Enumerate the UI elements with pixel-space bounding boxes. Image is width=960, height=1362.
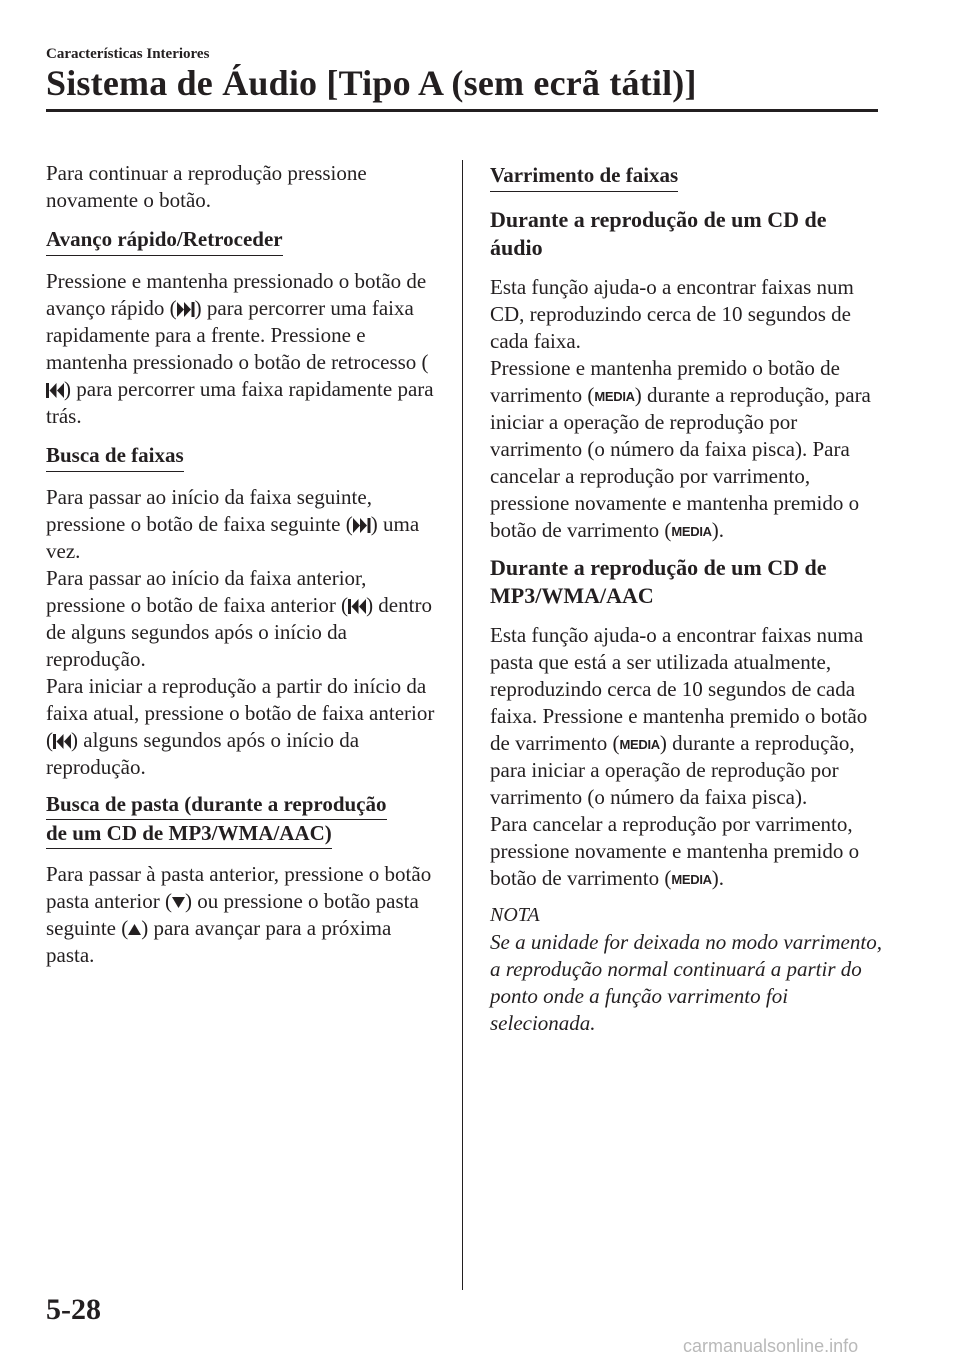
media-button-icon: MEDIA xyxy=(671,872,712,887)
column-divider xyxy=(462,160,463,1290)
track-restart-paragraph: Para iniciar a reprodução a partir do início da faixa atual, pressione o botão de faixa anterior ( ) alguns segundos após o início da reprodução. xyxy=(46,674,435,779)
mp3-cancel-paragraph: Para cancelar a reprodução por varrimento, pressione novamente e mantenha premido o botão de varrimento (MEDIA). xyxy=(490,812,860,890)
scan-heading: Varrimento de faixas xyxy=(490,162,678,192)
media-button-icon: MEDIA xyxy=(619,737,660,752)
mp3-heading: Durante a reprodução de um CD de MP3/WMA/AAC xyxy=(490,555,827,608)
track-search-heading: Busca de faixas xyxy=(46,442,184,472)
fast-forward-paragraph: Pressione e mantenha pressionado o botão de avanço rápido ( ) para percorrer uma faixa rapidamente para a frente. Pressione e mantenha pressionado o botão de retrocesso () para percorrer uma faixa rapidamente para trás. xyxy=(46,269,434,428)
fast-forward-heading: Avanço rápido/Retroceder xyxy=(46,226,283,256)
watermark: carmanualsonline.info xyxy=(683,1336,859,1356)
note-text: Se a unidade for deixada no modo varrimento, a reprodução normal continuará a partir do ponto onde a função varrimento foi selecionada. xyxy=(490,930,882,1035)
intro-paragraph: Para continuar a reprodução pressione novamente o botão. xyxy=(46,161,367,212)
right-column xyxy=(490,160,882,1037)
page-number: 5-28 xyxy=(46,1293,101,1326)
cd-intro-paragraph: Esta função ajuda-o a encontrar faixas num CD, reproduzindo cerca de 10 segundos de cada faixa. xyxy=(490,275,854,353)
header-rule xyxy=(46,109,878,112)
cd-audio-heading: Durante a reprodução de um CD de áudio xyxy=(490,207,827,260)
mp3-scan-paragraph: Esta função ajuda-o a encontrar faixas numa pasta que está a ser utilizada atualmente, reproduzindo cerca de 10 segundos de cada faixa. Pressione e mantenha premido o botão de varrimento (MEDIA) durante a reprodução, para iniciar a operação de reprodução por varrimento (o número da faixa pisca). xyxy=(490,623,868,809)
next-track-icon xyxy=(353,518,371,533)
previous-track-icon xyxy=(348,599,366,614)
cd-scan-paragraph: Pressione e mantenha premido o botão de varrimento (MEDIA) durante a reprodução, para iniciar a operação de reprodução por varrimento (o número da faixa pisca). Para cancelar a reprodução por varrimento, pressione novamente e mantenha premido o botão de varrimento (MEDIA). xyxy=(490,356,871,542)
track-next-paragraph: Para passar ao início da faixa seguinte, pressione o botão de faixa seguinte ( ) uma vez. xyxy=(46,485,420,563)
media-button-icon: MEDIA xyxy=(594,389,635,404)
left-column xyxy=(46,160,438,979)
fast-forward-icon xyxy=(177,302,195,317)
media-button-icon: MEDIA xyxy=(671,524,712,539)
previous-track-icon xyxy=(53,734,71,749)
page-title: Sistema de Áudio [Tipo A (sem ecrã tátil)] xyxy=(46,63,697,103)
section-label: Características Interiores xyxy=(46,46,210,62)
track-prev-paragraph: Para passar ao início da faixa anterior, pressione o botão de faixa anterior ( ) dentro de alguns segundos após o início da reprodução. xyxy=(46,566,432,671)
folder-up-icon xyxy=(128,922,141,937)
note-title: NOTA xyxy=(490,904,540,926)
folder-paragraph: Para passar à pasta anterior, pressione o botão pasta anterior ( ) ou pressione o botão pasta seguinte ( ) para avançar para a próxima pasta. xyxy=(46,862,432,967)
folder-search-heading: Busca de pasta (durante a reprodução de um CD de MP3/WMA/AAC) xyxy=(46,791,409,849)
folder-down-icon xyxy=(172,895,185,910)
rewind-icon xyxy=(46,383,64,398)
